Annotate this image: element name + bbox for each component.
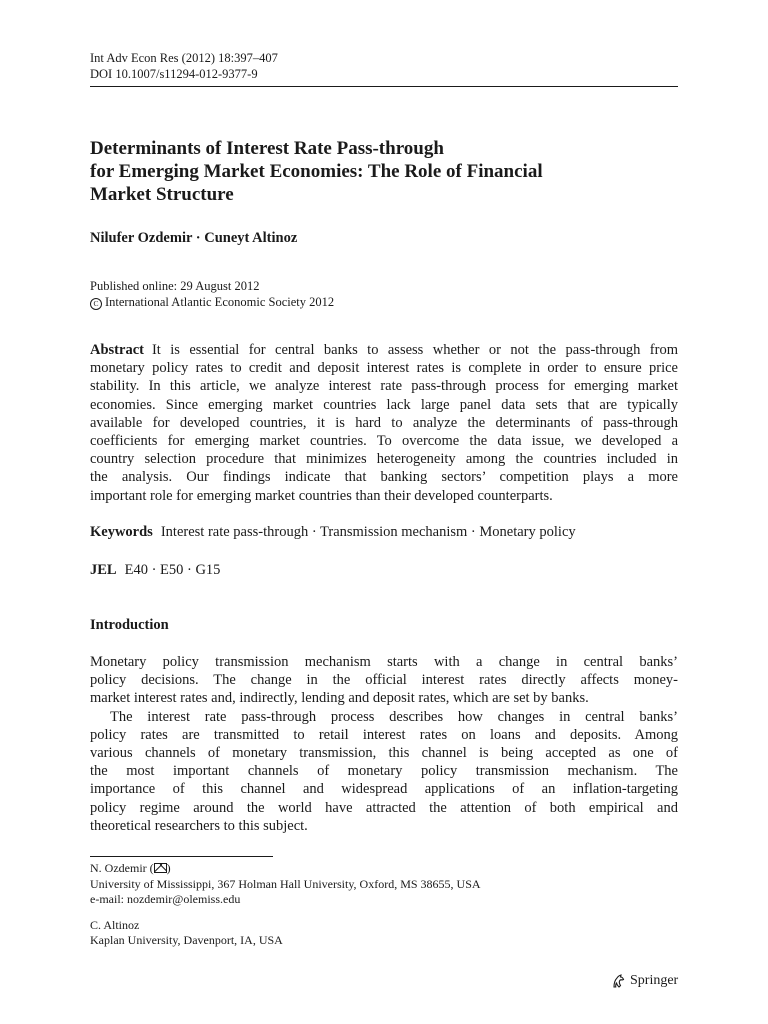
- jel-label: JEL: [90, 562, 117, 578]
- abstract-line: important role for emerging market countries than their developed counterparts.: [90, 487, 553, 504]
- intro-line: policy decisions. The change in the official interest rates directly affects money-: [90, 672, 678, 689]
- author1-email[interactable]: e-mail: nozdemir@olemiss.edu: [90, 892, 241, 906]
- author2-affiliation: Kaplan University, Davenport, IA, USA: [90, 933, 283, 947]
- keywords-text: Interest rate pass-through · Transmission mechanism · Monetary policy: [160, 524, 576, 540]
- abstract-label: Abstract: [90, 342, 144, 358]
- intro-line: market interest rates and, indirectly, lending and deposit rates, which are set by banks.: [90, 690, 589, 707]
- abstract-line: available for developed countries, it is hard to analyze the determinants of pass-through: [90, 414, 678, 431]
- copyright-icon: C: [90, 298, 102, 310]
- abstract-line: monetary policy rates to credit and deposit interest rates is complete in order to ensure price: [90, 360, 678, 377]
- journal-meta: [90, 50, 278, 82]
- jel-codes: [90, 562, 220, 579]
- jel-text: E40 · E50 · G15: [124, 562, 221, 578]
- publisher-logo: [610, 973, 678, 989]
- author2-name: C. Altinoz: [90, 917, 140, 932]
- intro-line: policy rates are transmitted to retail interest rates on loans and deposits. Among: [90, 726, 678, 743]
- title-line: Market Structure: [90, 184, 234, 205]
- published-date: Published online: 29 August 2012: [90, 279, 260, 293]
- intro-line: importance of this channel and widespread applications of an inflation-targeting: [90, 781, 678, 798]
- abstract-line: stability. In this article, we analyze interest rate pass-through process for emerging market: [90, 378, 678, 395]
- author1-name: N. Ozdemir (: [90, 861, 154, 875]
- abstract-line: [90, 341, 678, 359]
- author1-name-close: ): [166, 861, 171, 875]
- intro-line: The interest rate pass-through process describes how changes in central banks’: [110, 708, 678, 725]
- paper-title: [90, 137, 678, 206]
- section-heading-introduction: Introduction: [90, 617, 169, 633]
- title-line: Determinants of Interest Rate Pass-through: [90, 138, 444, 159]
- publisher-name: Springer: [630, 973, 679, 988]
- abstract-line: country selection procedure that minimizes heterogeneity among the countries included in: [90, 451, 678, 468]
- copyright-line: [90, 294, 334, 310]
- publication-info: [90, 278, 334, 310]
- abstract: [90, 341, 678, 505]
- abstract-line: coefficients for emerging market countries. To overcome the data issue, we developed a: [90, 432, 678, 449]
- journal-citation: Int Adv Econ Res (2012) 18:397–407: [90, 51, 278, 65]
- intro-line: theoretical researchers to this subject.: [90, 817, 308, 834]
- author1-affiliation: University of Mississippi, 367 Holman Hall University, Oxford, MS 38655, USA: [90, 876, 481, 891]
- header-rule: [90, 86, 678, 87]
- title-line: for Emerging Market Economies: The Role of Financial: [90, 161, 543, 182]
- keywords-label: Keywords: [90, 524, 153, 540]
- author-footnotes: [90, 861, 481, 949]
- abstract-line: the analysis. Our findings indicate that banking sectors’ competition plays a more: [90, 469, 678, 486]
- intro-line: various channels of monetary transmission, this channel is being accepted as one of: [90, 744, 678, 761]
- springer-horse-icon: [610, 973, 626, 989]
- envelope-icon: [154, 863, 167, 873]
- abstract-line: economies. Since emerging market countries lack large panel data sets that are typically: [90, 396, 678, 413]
- authors: Nilufer Ozdemir · Cuneyt Altinoz: [90, 230, 298, 246]
- paper-page: [90, 0, 678, 1024]
- keywords: [90, 524, 576, 541]
- footnote-author1: [90, 861, 481, 877]
- copyright-text: International Atlantic Economic Society 2012: [105, 295, 335, 309]
- intro-line: the most important channels of monetary policy transmission mechanism. The: [90, 763, 678, 780]
- intro-line: policy regime around the world have attracted the attention of both empirical and: [90, 799, 678, 816]
- intro-line: Monetary policy transmission mechanism starts with a change in central banks’: [90, 654, 678, 670]
- abstract-line-text: It is essential for central banks to assess whether or not the pass-through from: [151, 342, 678, 358]
- footnote-rule: [90, 856, 273, 857]
- footnote-spacer: [90, 908, 481, 918]
- introduction-body: [90, 653, 678, 835]
- journal-doi: DOI 10.1007/s11294-012-9377-9: [90, 67, 258, 81]
